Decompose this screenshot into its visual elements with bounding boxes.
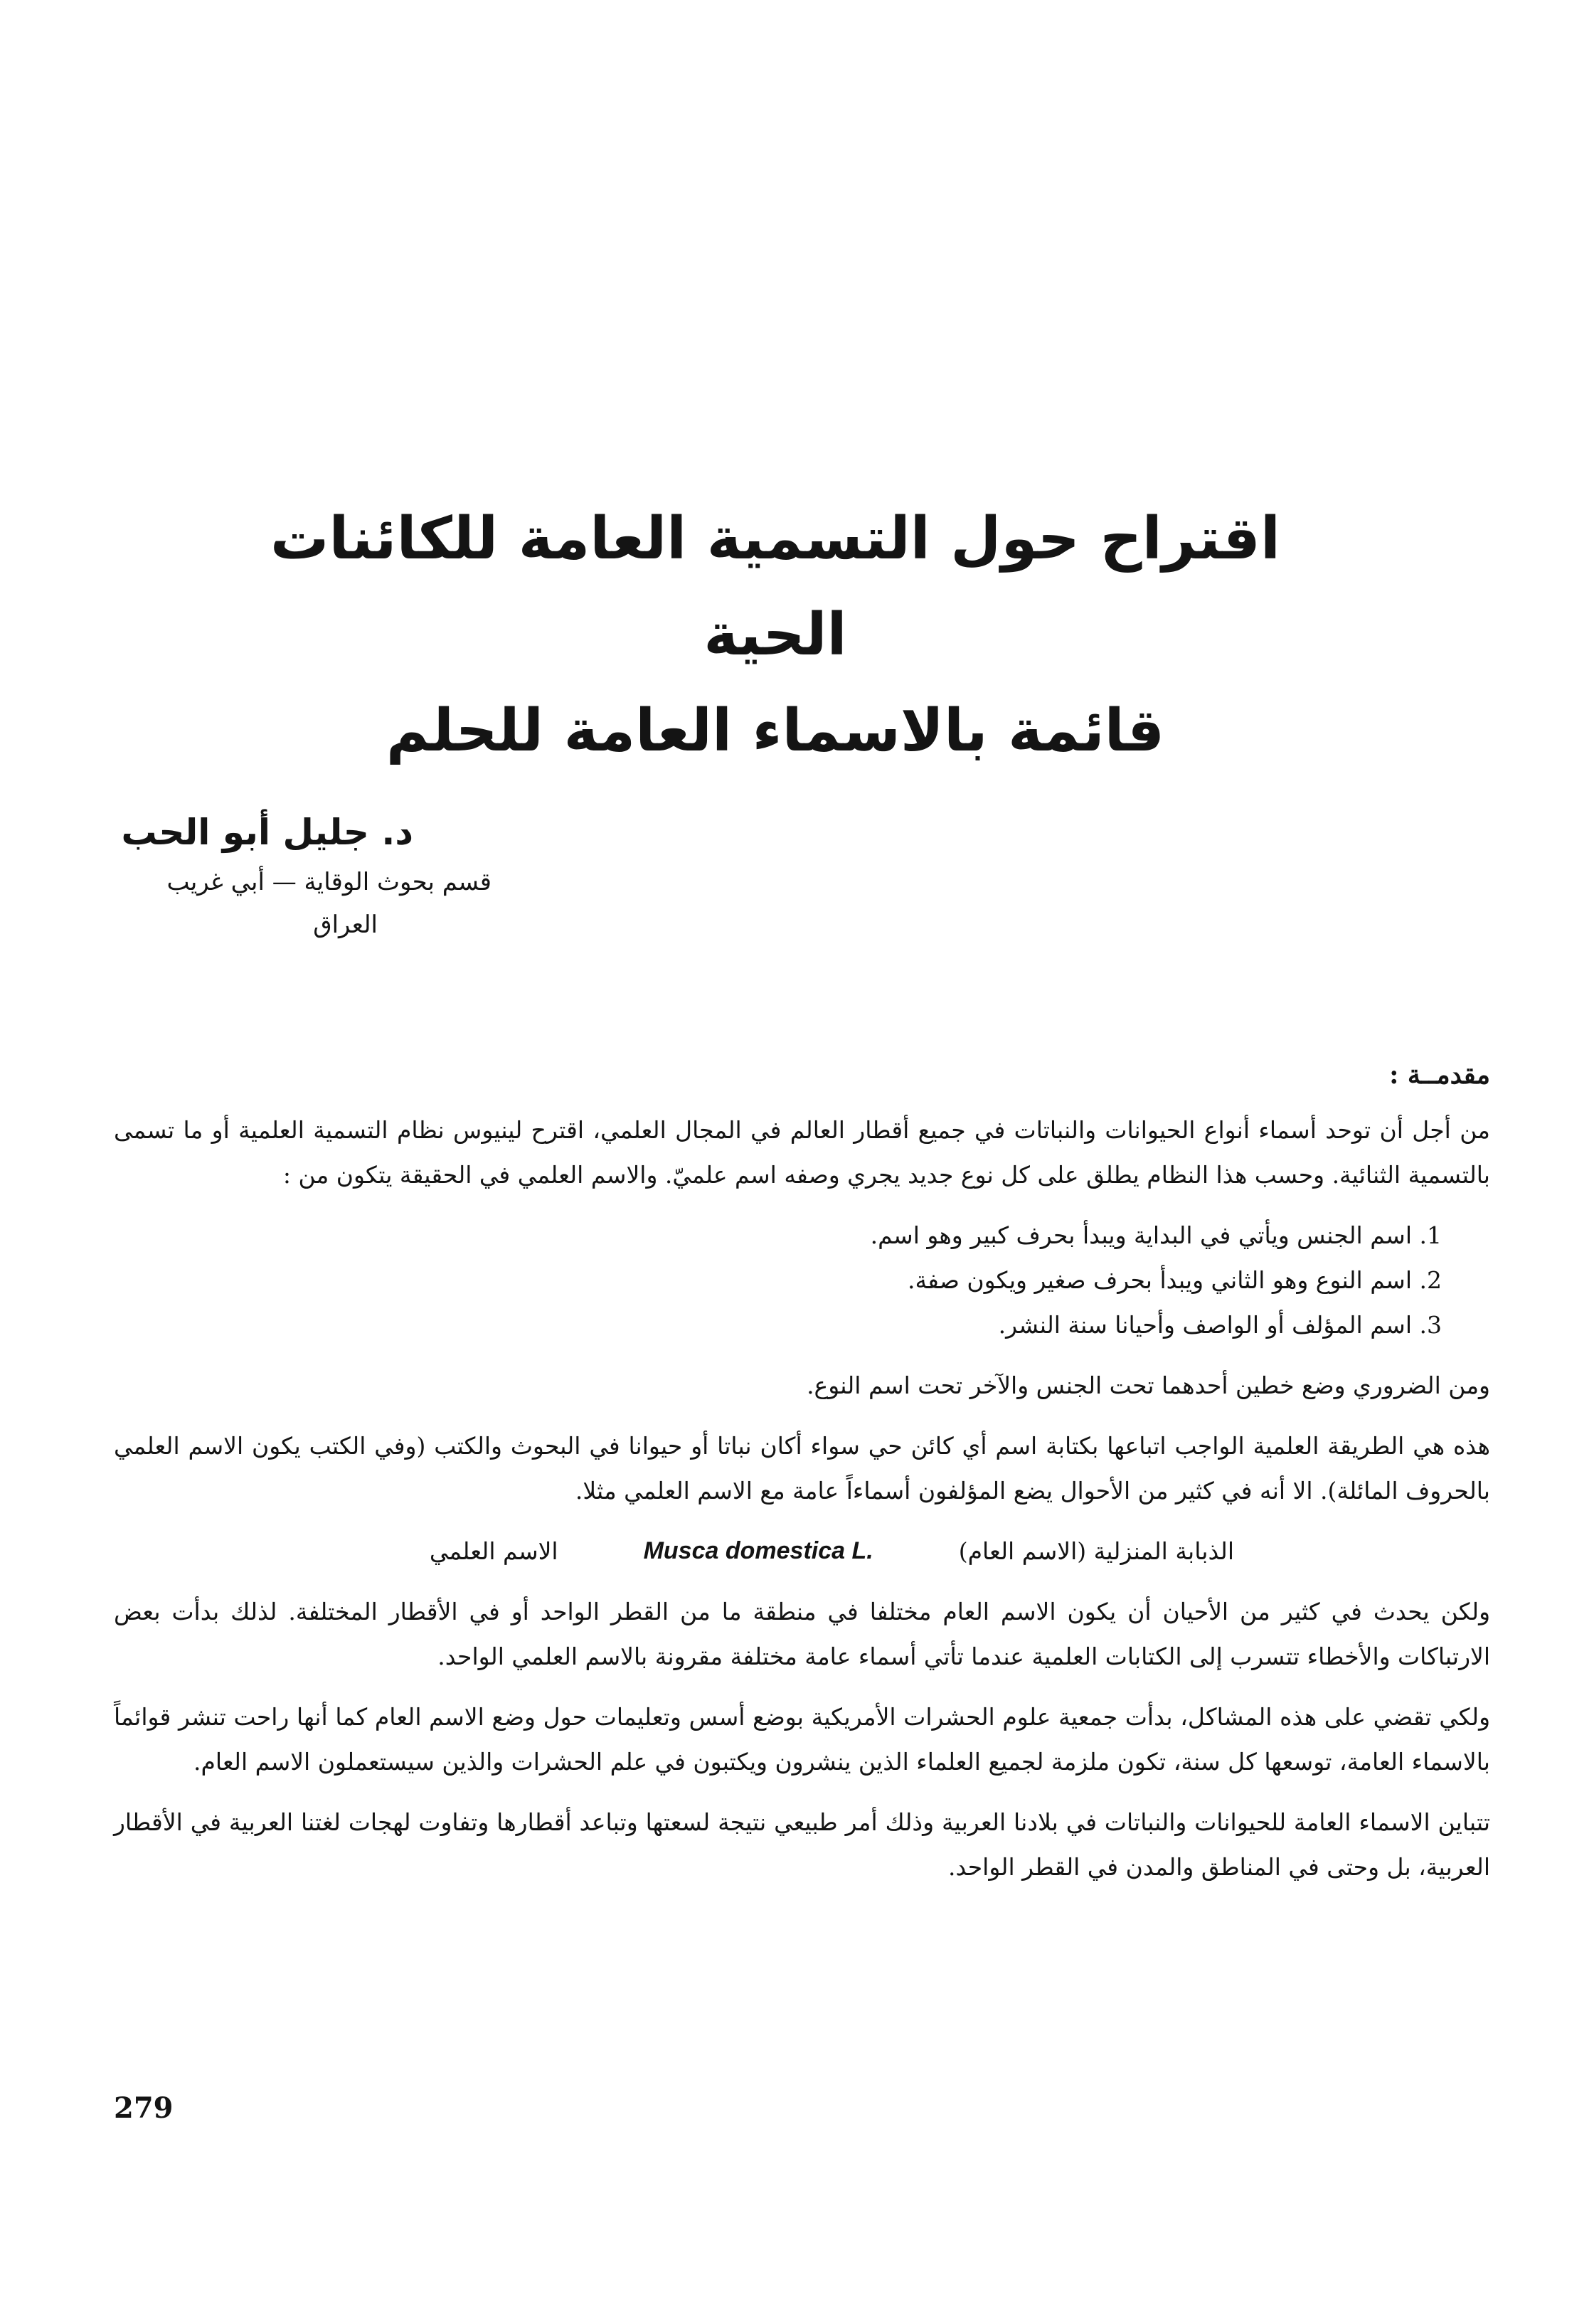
title-line-2: قائمة بالاسماء العامة للحلم (386, 697, 1165, 765)
paragraph-4: ولكن يحدث في كثير من الأحيان أن يكون الاسم العام مختلفا في منطقة ما من القطر الواحد أو في الأقطار المختلفة. لذلك بدأت بعض الارتباكات والأخطاء تتسرب إلى الكتابات العلمية عندما تأتي أسماء عامة مختلفة مقرونة بالاسم العلمي الواحد. (114, 1598, 1490, 1670)
author-name: د. جليل أبو الحب (121, 812, 413, 853)
example-line (114, 1529, 1490, 1574)
paragraph-6: تتباين الاسماء العامة للحيوانات والنباتات في بلادنا العربية وذلك أمر طبيعي نتيجة لسعتها وتباعد أقطارها وتفاوت لهجات لغتنا العربية في الأقطار العربية، بل وحتى في المناطق والمدن في القطر الواحد. (114, 1808, 1490, 1881)
title-line-1: اقتراح حول التسمية العامة للكائنات الحية (270, 505, 1280, 669)
article-title (270, 491, 1280, 779)
example-common-name: الذبابة المنزلية (الاسم العام) (958, 1537, 1234, 1565)
paragraph-3: هذه هي الطريقة العلمية الواجب اتباعها بكتابة اسم أي كائن حي سواء أكان نباتا أو حيوانا في البحوث والكتب (وفي الكتب يكون الاسم العلمي بالحروف المائلة). الا أنه في كثير من الأحوال يضع المؤلفون أسماءاً عامة مع الاسم العلمي مثلا. (114, 1432, 1490, 1505)
author-block (93, 804, 492, 946)
list-item: 1. اسم الجنس ويأتي في البداية ويبدأ بحرف كبير وهو اسم. (114, 1213, 1412, 1258)
paragraph-2: ومن الضروري وضع خطين أحدهما تحت الجنس والآخر تحت اسم النوع. (807, 1371, 1490, 1399)
article-body (114, 1053, 1490, 1905)
example-scientific-name: Musca domestica L. (643, 1537, 873, 1564)
list-item: 2. اسم النوع وهو الثاني ويبدأ بحرف صغير ويكون صفة. (114, 1258, 1412, 1302)
author-country: العراق (313, 911, 378, 939)
page-number: 279 (114, 2091, 174, 2125)
example-label: الاسم العلمي (429, 1537, 558, 1565)
paragraph-1: من أجل أن توحد أسماء أنواع الحيوانات والنباتات في جميع أقطار العالم في المجال العلمي، اقترح لينيوس نظام التسمية العلمية أو ما تسمى بالتسمية الثنائية. وحسب هذا النظام يطلق على كل نوع جديد يجري وصفه اسم علميّ. والاسم العلمي في الحقيقة يتكون من : (114, 1116, 1490, 1189)
name-components-list (114, 1213, 1490, 1347)
list-item: 3. اسم المؤلف أو الواصف وأحيانا سنة النشر. (114, 1302, 1412, 1347)
author-department: قسم بحوث الوقاية — أبي غريب (166, 868, 492, 896)
paragraph-5: ولكي تقضي على هذه المشاكل، بدأت جمعية علوم الحشرات الأمريكية بوضع أسس وتعليمات حول وضع الاسم العام كما أنها راحت تنشر قوائماً بالاسماء العامة، توسعها كل سنة، تكون ملزمة لجميع العلماء الذين ينشرون ويكتبون في علم الحشرات والذين سيستعملون الاسم العام. (114, 1703, 1490, 1776)
section-heading: مقدمــة : (1389, 1060, 1490, 1090)
